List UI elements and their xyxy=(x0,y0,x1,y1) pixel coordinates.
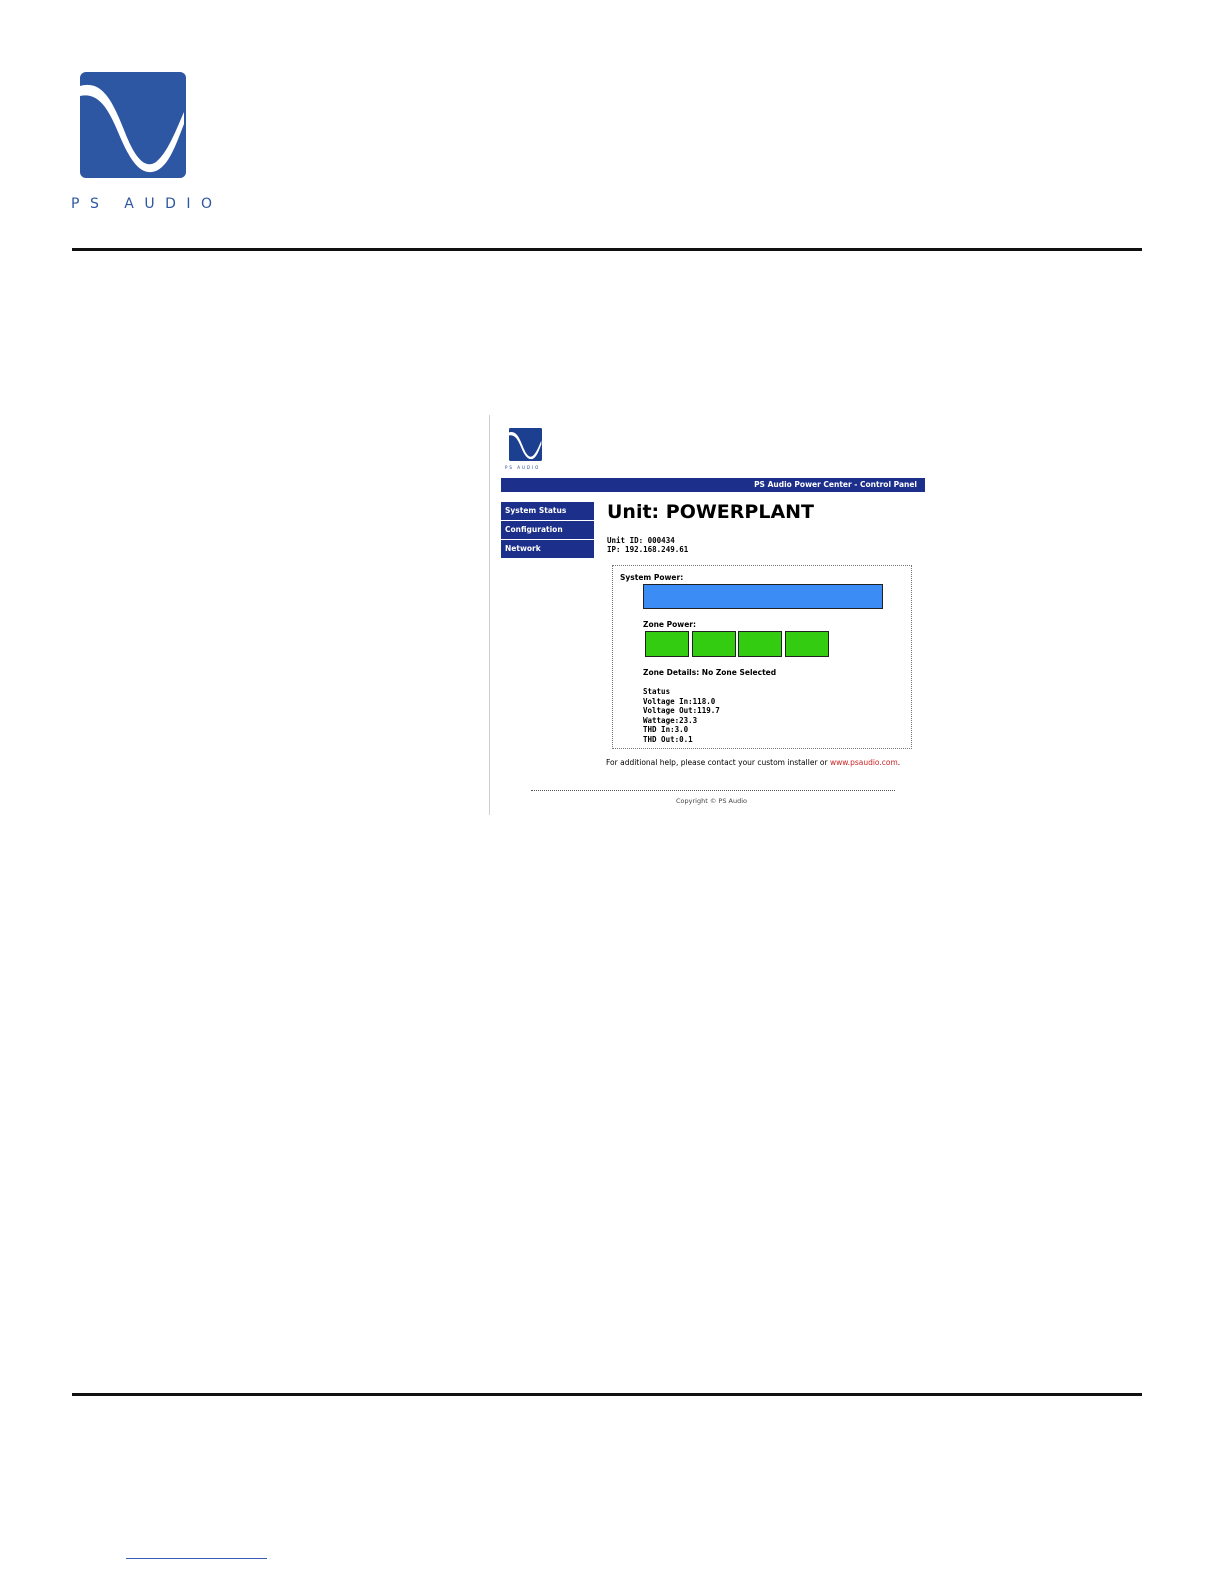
zone-2-button[interactable] xyxy=(692,631,736,657)
unit-ip: IP: 192.168.249.61 xyxy=(607,545,689,554)
zone-3-button[interactable] xyxy=(738,631,782,657)
mini-brand-wordmark: PS AUDIO xyxy=(505,465,541,470)
nav-network[interactable]: Network xyxy=(501,540,594,558)
unit-title: Unit: POWERPLANT xyxy=(607,501,815,523)
ps-audio-mini-logo-icon xyxy=(509,428,542,461)
nav-system-status[interactable]: System Status xyxy=(501,502,594,520)
psaudio-website-link[interactable]: www.psaudio.com xyxy=(829,758,898,767)
control-panel-screenshot xyxy=(489,415,937,815)
footer-rule xyxy=(72,1393,1142,1396)
control-panel-header: PS Audio Power Center - Control Panel xyxy=(501,478,925,492)
system-power-bar[interactable] xyxy=(643,584,883,609)
status-voltage-in: Voltage In:118.0 xyxy=(643,697,716,706)
status-wattage: Wattage:23.3 xyxy=(643,716,698,725)
footer-divider xyxy=(531,790,895,791)
status-voltage-out: Voltage Out:119.7 xyxy=(643,706,720,715)
footer-link-underline xyxy=(126,1558,267,1559)
zone-1-button[interactable] xyxy=(645,631,689,657)
status-thd-out: THD Out:0.1 xyxy=(643,735,693,744)
zone-power-label: Zone Power: xyxy=(643,620,696,629)
unit-id: Unit ID: 000434 xyxy=(607,536,675,545)
nav-configuration[interactable]: Configuration xyxy=(501,521,594,539)
brand-wordmark: PS AUDIO xyxy=(71,196,223,212)
zone-4-button[interactable] xyxy=(785,631,829,657)
screenshot-left-border xyxy=(489,415,490,815)
ps-audio-logo-icon xyxy=(80,72,186,178)
system-power-label: System Power: xyxy=(620,573,684,582)
help-text-body: For additional help, please contact your custom installer or xyxy=(606,758,830,767)
help-text xyxy=(606,758,900,767)
zone-details: Zone Details: No Zone Selected xyxy=(643,668,777,677)
help-text-end: . xyxy=(897,758,901,767)
status-heading: Status xyxy=(643,687,671,696)
status-panel xyxy=(612,565,912,749)
header-rule xyxy=(72,248,1142,251)
status-thd-in: THD In:3.0 xyxy=(643,725,689,734)
copyright-text: Copyright © PS Audio xyxy=(676,797,747,805)
